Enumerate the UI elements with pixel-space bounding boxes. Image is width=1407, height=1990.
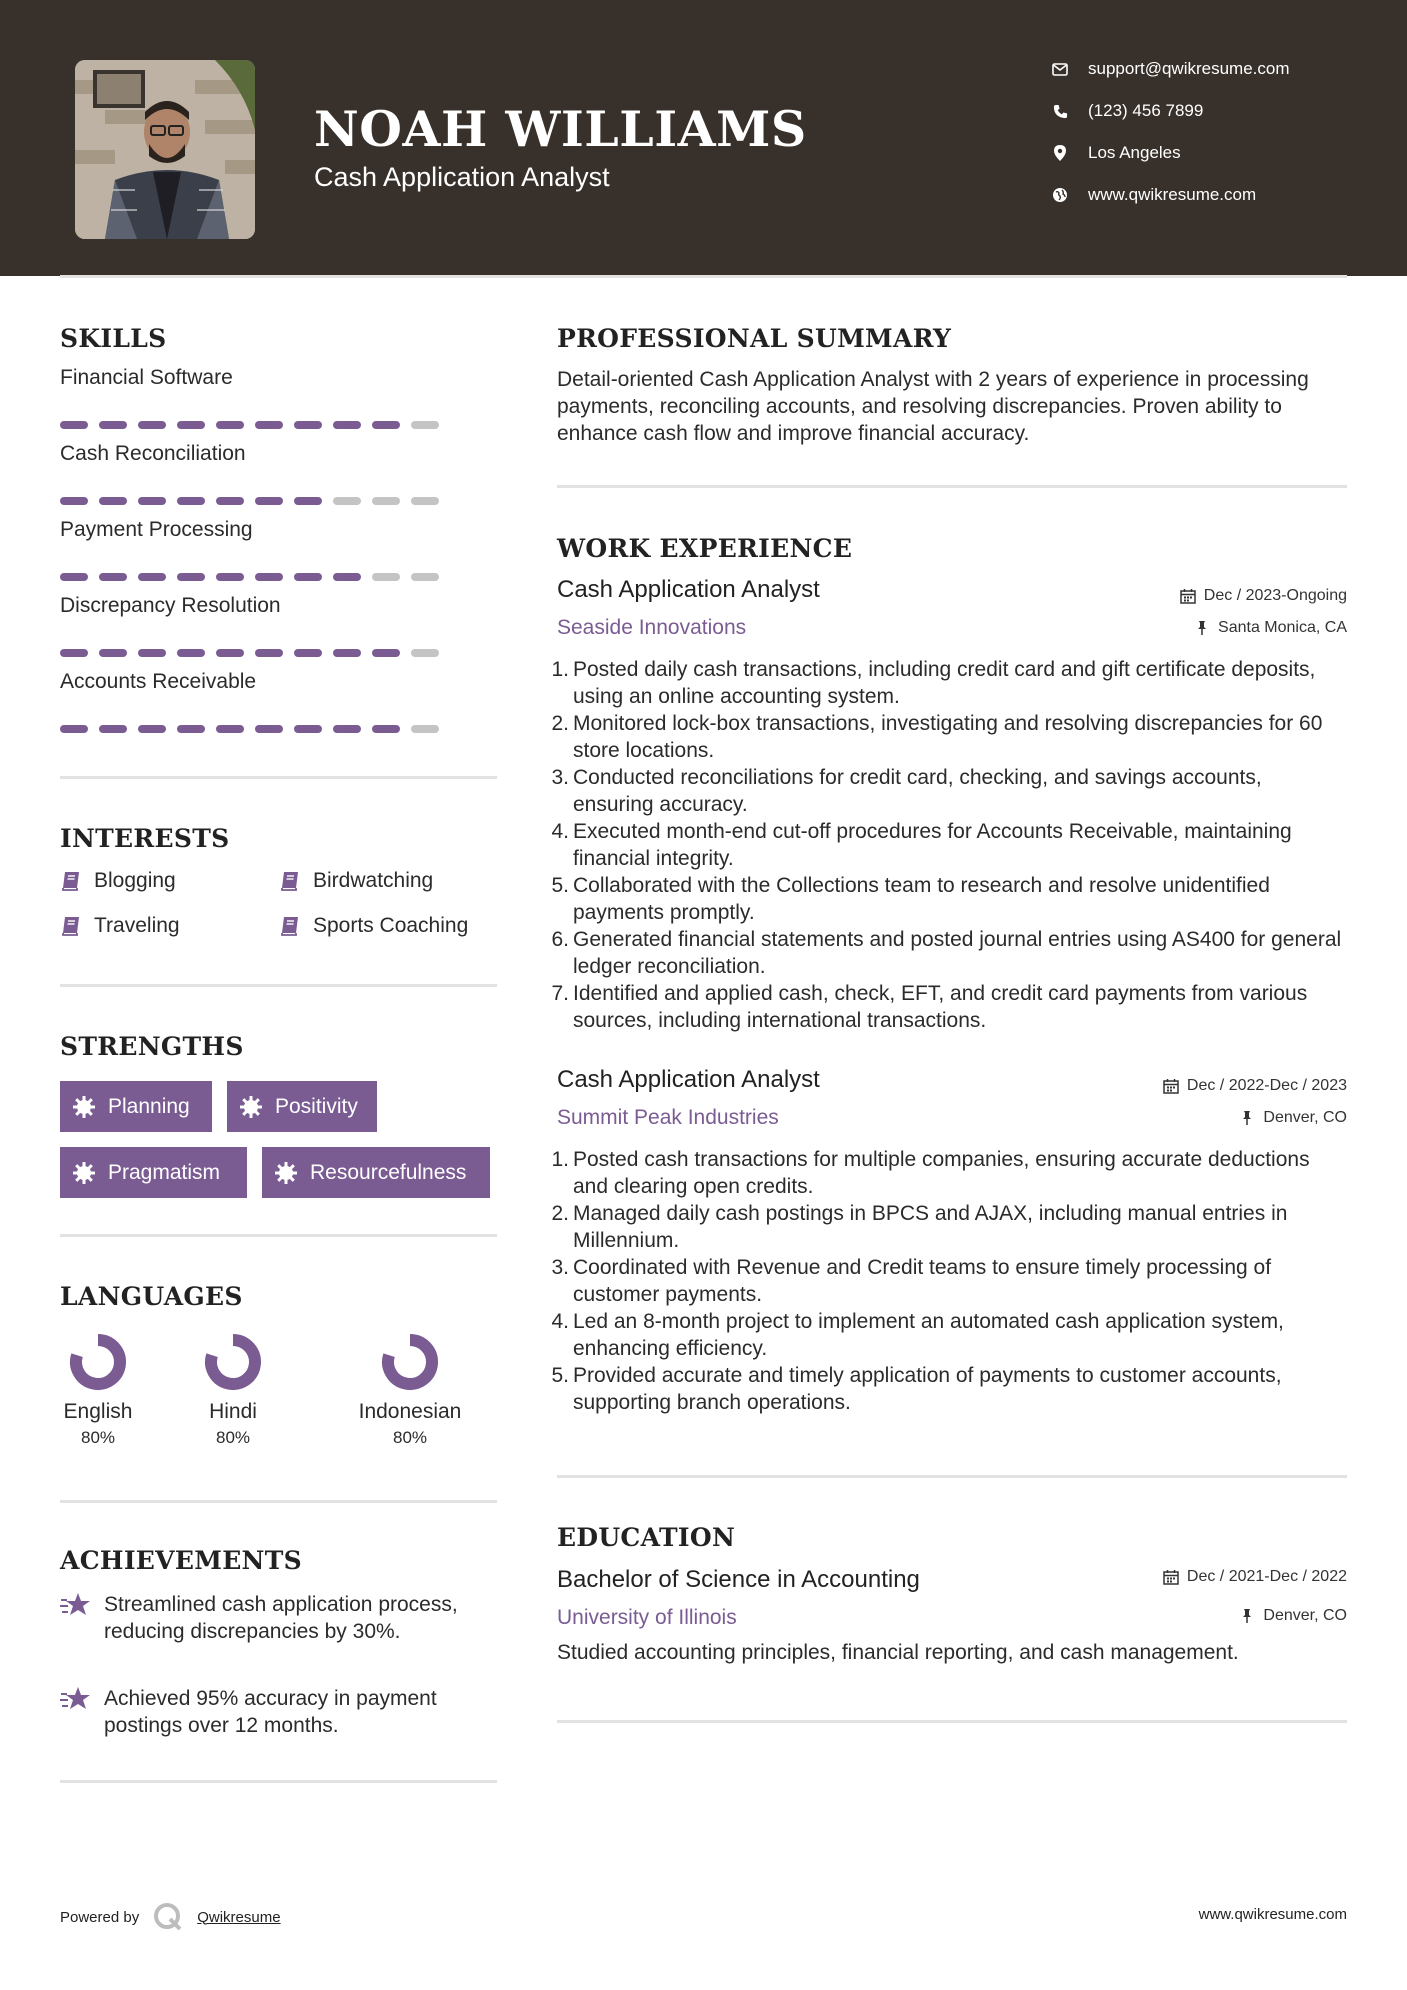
skill-label: Discrepancy Resolution: [60, 594, 281, 617]
job-bullet: [551, 764, 1347, 818]
degree-title: Bachelor of Science in Accounting: [557, 1566, 920, 1593]
interest-item: [279, 866, 433, 896]
candidate-name: NOAH WILLIAMS: [314, 100, 807, 158]
summary-heading: PROFESSIONAL SUMMARY: [557, 324, 952, 353]
contact-location: [1050, 141, 1370, 165]
skill-dot-filled: [99, 649, 127, 657]
skill-dot-filled: [99, 573, 127, 581]
skill-level-meter: [60, 573, 439, 581]
skill-dot-filled: [255, 649, 283, 657]
skill-dot-filled: [60, 573, 88, 581]
strength-badge: [262, 1147, 490, 1198]
footer-website[interactable]: www.qwikresume.com: [1198, 1906, 1347, 1923]
skill-dot-filled: [372, 725, 400, 733]
bullet-text: Generated financial statements and posted journal entries using AS400 for general ledger reconciliation.: [573, 928, 1342, 978]
map-pin-icon: [1050, 143, 1070, 163]
skill-dot-filled: [333, 421, 361, 429]
book-icon: [60, 870, 82, 892]
candidate-title: Cash Application Analyst: [314, 162, 610, 192]
skill-dot-filled: [216, 421, 244, 429]
job-bullet: [551, 1200, 1347, 1254]
job-bullets: [551, 1146, 1347, 1416]
language-level-ring: [66, 1330, 130, 1394]
bullet-text: Monitored lock-box transactions, investigating and resolving discrepancies for 60 store locations.: [573, 712, 1323, 762]
company-name: Summit Peak Industries: [557, 1106, 779, 1129]
skill-dot-filled: [372, 421, 400, 429]
skill-dot-filled: [294, 649, 322, 657]
company-name: Seaside Innovations: [557, 616, 747, 639]
bullet-text: Conducted reconciliations for credit card, checking, and savings accounts, ensuring accuracy.: [573, 766, 1262, 816]
job-bullet: [551, 1308, 1347, 1362]
skill-dot-filled: [138, 421, 166, 429]
strength-label: Planning: [108, 1094, 190, 1118]
skill-dot-empty: [411, 421, 439, 429]
skill-dot-filled: [60, 497, 88, 505]
education-location-text: Denver, CO: [1263, 1607, 1347, 1624]
job-bullet: [551, 872, 1347, 926]
bullet-text: Posted daily cash transactions, including credit card and gift certificate deposits, using an online accounting system.: [573, 658, 1316, 708]
book-icon: [60, 915, 82, 937]
interest-item: [60, 911, 180, 941]
strength-badge: [227, 1081, 377, 1132]
job-bullet: [551, 1146, 1347, 1200]
section-divider: [60, 1500, 497, 1503]
profile-photo: [75, 60, 255, 239]
section-divider: [557, 1475, 1347, 1478]
skill-dot-filled: [60, 725, 88, 733]
bullet-number: 5.: [551, 1364, 569, 1387]
interest-item: [60, 866, 176, 896]
job-location-text: Santa Monica, CA: [1218, 619, 1347, 636]
school-name: University of Illinois: [557, 1606, 737, 1629]
skill-dot-filled: [333, 573, 361, 581]
job-location-text: Denver, CO: [1263, 1109, 1347, 1126]
achievement-item: [60, 1685, 500, 1739]
language-name: Hindi: [209, 1400, 257, 1423]
bullet-number: 3.: [551, 766, 569, 789]
skill-dot-filled: [333, 649, 361, 657]
bullet-text: Led an 8-month project to implement an automated cash application system, enhancing efficiency.: [573, 1310, 1284, 1360]
star-achievement-icon: [60, 1591, 92, 1619]
powered-by-text: Powered by: [60, 1908, 140, 1926]
language-percent: 80%: [215, 1428, 251, 1447]
language-item: [345, 1330, 475, 1448]
language-percent: 80%: [80, 1428, 116, 1447]
skill-level-meter: [60, 725, 439, 733]
skill-level-meter: [60, 649, 439, 657]
bullet-text: Coordinated with Revenue and Credit teams to ensure timely processing of customer payments.: [573, 1256, 1272, 1306]
job-bullet: [551, 1362, 1347, 1416]
education-location: [1239, 1607, 1347, 1625]
skill-dot-filled: [294, 497, 322, 505]
language-item: [168, 1330, 298, 1448]
calendar-icon: [1180, 588, 1196, 604]
skill-dot-filled: [216, 725, 244, 733]
interest-label: Traveling: [94, 914, 180, 937]
skill-dot-empty: [411, 649, 439, 657]
globe-icon: [1050, 185, 1070, 205]
skill-dot-filled: [138, 497, 166, 505]
bullet-number: 1.: [551, 1148, 569, 1171]
skill-dot-filled: [255, 497, 283, 505]
bullet-text: Executed month-end cut-off procedures for Accounts Receivable, maintaining financial integrity.: [573, 820, 1292, 870]
skill-dot-filled: [138, 649, 166, 657]
skill-dot-filled: [177, 573, 205, 581]
skill-dot-filled: [333, 725, 361, 733]
achievement-text: Streamlined cash application process, reducing discrepancies by 30%.: [104, 1593, 458, 1643]
bullet-number: 3.: [551, 1256, 569, 1279]
job-bullet: [551, 980, 1347, 1034]
skill-dot-filled: [138, 573, 166, 581]
calendar-icon: [1163, 1078, 1179, 1094]
education-description: Studied accounting principles, financial reporting, and cash management.: [557, 1641, 1239, 1664]
skill-dot-filled: [216, 649, 244, 657]
skill-dot-filled: [177, 421, 205, 429]
job-bullet: [551, 710, 1347, 764]
bullet-number: 1.: [551, 658, 569, 681]
contact-email[interactable]: [1050, 57, 1370, 81]
skill-dot-filled: [294, 573, 322, 581]
strength-badge: [60, 1081, 212, 1132]
skill-dot-filled: [372, 649, 400, 657]
skill-dot-empty: [411, 573, 439, 581]
book-icon: [279, 870, 301, 892]
job-title: Cash Application Analyst: [557, 576, 820, 603]
education-dates: [1163, 1568, 1347, 1586]
strength-badge: [60, 1147, 247, 1198]
bullet-text: Posted cash transactions for multiple companies, ensuring accurate deductions and clearing open credits.: [573, 1148, 1310, 1198]
qwikresume-logo-icon: [153, 1902, 183, 1932]
envelope-icon: [1050, 59, 1070, 79]
skill-dot-filled: [216, 497, 244, 505]
skill-dot-filled: [177, 497, 205, 505]
skill-dot-empty: [333, 497, 361, 505]
job-bullet: [551, 656, 1347, 710]
strength-label: Positivity: [275, 1094, 358, 1118]
pushpin-icon: [1194, 620, 1210, 636]
skill-dot-empty: [411, 497, 439, 505]
section-divider: [60, 1780, 497, 1783]
strength-label: Resourcefulness: [310, 1160, 467, 1184]
bullet-number: 5.: [551, 874, 569, 897]
skill-label: Cash Reconciliation: [60, 442, 246, 465]
bullet-number: 2.: [551, 1202, 569, 1225]
job-bullet: [551, 1254, 1347, 1308]
language-name: English: [63, 1400, 133, 1423]
gear-badge-icon: [239, 1095, 263, 1119]
contact-email-text: support@qwikresume.com: [1088, 59, 1290, 78]
skill-dot-empty: [372, 573, 400, 581]
section-divider: [557, 1720, 1347, 1723]
bullet-text: Identified and applied cash, check, EFT, and credit card payments from various sources, including international transactions.: [573, 982, 1308, 1032]
skill-dot-filled: [294, 725, 322, 733]
gear-badge-icon: [274, 1161, 298, 1185]
skills-heading: SKILLS: [60, 324, 167, 353]
bullet-text: Provided accurate and timely application of payments to customer accounts, supporting branch operations.: [573, 1364, 1282, 1414]
bullet-number: 6.: [551, 928, 569, 951]
skill-dot-filled: [216, 573, 244, 581]
skill-dot-filled: [255, 573, 283, 581]
skill-dot-empty: [411, 725, 439, 733]
interest-label: Birdwatching: [313, 869, 434, 892]
bullet-number: 7.: [551, 982, 569, 1005]
skill-dot-filled: [177, 725, 205, 733]
calendar-icon: [1163, 1569, 1179, 1585]
job-bullet: [551, 818, 1347, 872]
interest-label: Sports Coaching: [313, 914, 469, 937]
qwikresume-link[interactable]: Qwikresume: [197, 1908, 281, 1926]
job-dates-text: Dec / 2022-Dec / 2023: [1186, 1077, 1347, 1094]
skill-dot-filled: [60, 421, 88, 429]
section-divider: [60, 1234, 497, 1237]
language-item: [33, 1330, 163, 1448]
job-location: [1239, 1109, 1347, 1127]
bullet-number: 4.: [551, 1310, 569, 1333]
skill-dot-filled: [99, 421, 127, 429]
header-divider: [60, 275, 1347, 278]
skill-dot-filled: [294, 421, 322, 429]
interests-heading: INTERESTS: [60, 824, 230, 853]
job-title: Cash Application Analyst: [557, 1066, 820, 1093]
skill-level-meter: [60, 497, 439, 505]
contact-website[interactable]: [1050, 183, 1370, 207]
job-location: [1194, 619, 1347, 637]
job-bullet: [551, 926, 1347, 980]
job-bullets: [551, 656, 1347, 1034]
summary-text: Detail-oriented Cash Application Analyst with 2 years of experience in processing payments, reconciling accounts, and resolving discrepancies. Proven ability to enhance cash flow and improve financial accuracy.: [557, 368, 1309, 445]
contact-phone-text: (123) 456 7899: [1088, 101, 1204, 120]
pushpin-icon: [1239, 1110, 1255, 1126]
job-dates: [1163, 1077, 1347, 1095]
phone-icon: [1050, 101, 1070, 121]
language-percent: 80%: [392, 1428, 428, 1447]
strength-label: Pragmatism: [108, 1160, 221, 1184]
skill-dot-filled: [177, 649, 205, 657]
contact-website-text: www.qwikresume.com: [1088, 185, 1257, 204]
section-divider: [557, 485, 1347, 488]
interest-label: Blogging: [94, 869, 176, 892]
pushpin-icon: [1239, 1608, 1255, 1624]
bullet-text: Collaborated with the Collections team to research and resolve unidentified payments promptly.: [573, 874, 1270, 924]
skill-label: Accounts Receivable: [60, 670, 257, 693]
bullet-text: Managed daily cash postings in BPCS and AJAX, including manual entries in Millennium.: [573, 1202, 1288, 1252]
strengths-heading: STRENGTHS: [60, 1032, 244, 1061]
bullet-number: 4.: [551, 820, 569, 843]
achievements-heading: ACHIEVEMENTS: [60, 1546, 302, 1575]
book-icon: [279, 915, 301, 937]
languages-heading: LANGUAGES: [60, 1282, 243, 1311]
skill-label: Financial Software: [60, 366, 233, 389]
skill-dot-filled: [99, 497, 127, 505]
job-dates: [1180, 587, 1347, 605]
achievement-text: Achieved 95% accuracy in payment postings over 12 months.: [104, 1687, 437, 1737]
language-level-ring: [201, 1330, 265, 1394]
section-divider: [60, 776, 497, 779]
gear-badge-icon: [72, 1161, 96, 1185]
section-divider: [60, 984, 497, 987]
skill-dot-filled: [138, 725, 166, 733]
education-dates-text: Dec / 2021-Dec / 2022: [1186, 1568, 1347, 1585]
skill-dot-filled: [99, 725, 127, 733]
experience-heading: WORK EXPERIENCE: [557, 534, 853, 563]
skill-dot-empty: [372, 497, 400, 505]
education-heading: EDUCATION: [557, 1523, 736, 1552]
star-achievement-icon: [60, 1685, 92, 1713]
gear-badge-icon: [72, 1095, 96, 1119]
achievement-item: [60, 1591, 500, 1645]
skill-dot-filled: [255, 421, 283, 429]
language-name: Indonesian: [358, 1400, 462, 1423]
contact-phone[interactable]: [1050, 99, 1370, 123]
skill-label: Payment Processing: [60, 518, 253, 541]
skill-level-meter: [60, 421, 439, 429]
resume-header: [0, 0, 1407, 276]
language-level-ring: [378, 1330, 442, 1394]
skill-dot-filled: [60, 649, 88, 657]
footer-powered-by: [60, 1902, 281, 1932]
skill-dot-filled: [255, 725, 283, 733]
contact-location-text: Los Angeles: [1088, 143, 1181, 162]
bullet-number: 2.: [551, 712, 569, 735]
job-dates-text: Dec / 2023-Ongoing: [1203, 587, 1347, 604]
interest-item: [279, 911, 468, 941]
